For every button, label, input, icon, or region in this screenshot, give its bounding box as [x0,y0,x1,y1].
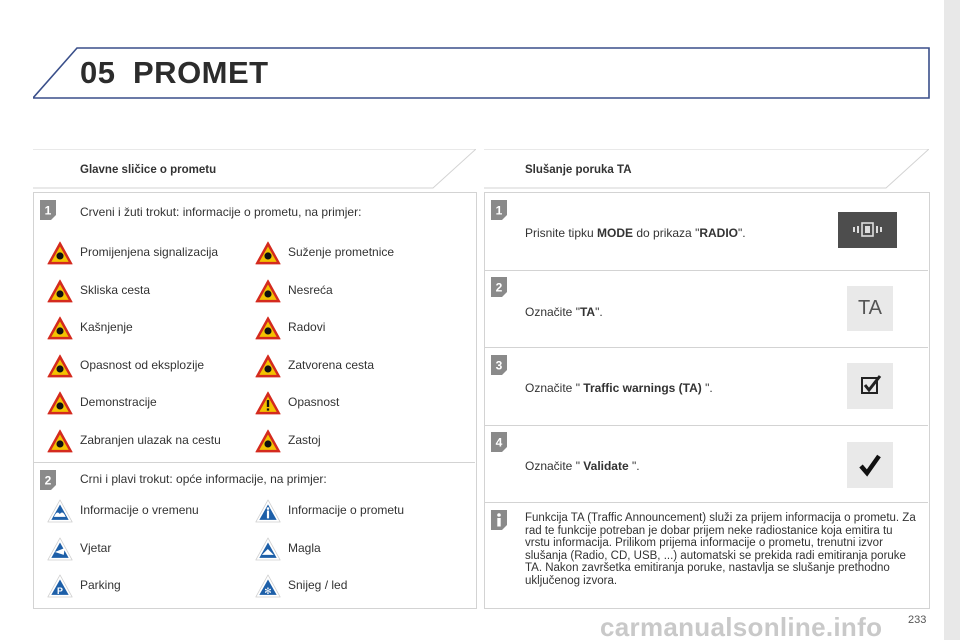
ta-step-text: Označite "TA". [525,305,603,319]
slippery-road-icon [47,279,73,303]
demonstration-icon [47,391,73,415]
sign-label: Kašnjenje [80,320,133,335]
ta-icon: TA [847,286,893,331]
svg-text:1: 1 [44,203,52,218]
wind-icon [47,537,73,561]
roadworks-icon [255,316,281,340]
checkmark-icon [847,442,893,488]
traffic-info-icon [255,499,281,523]
ta-step-3-icon [491,355,507,375]
section2-intro: Crni i plavi trokut: opće informacije, na primjer: [80,472,327,486]
sign-label: Parking [80,578,121,593]
left-section-title: Glavne sličice o prometu [80,164,217,176]
scrollbar[interactable] [944,0,960,640]
sign-label: Opasnost od eksplozije [80,357,205,372]
svg-text:✻: ✻ [264,587,272,598]
ta-step-1-icon [491,200,507,220]
svg-text:1: 1 [495,203,503,218]
sign-label: Zastoj [288,433,321,447]
ta-step-2-icon [491,277,507,297]
road-narrows-icon [255,241,281,265]
snow-ice-icon [255,574,281,598]
fog-icon [255,537,281,561]
no-entry-icon [47,429,73,453]
chapter-number: 05 [80,55,116,90]
sign-label: Zabranjen ulazak na cestu [80,433,221,447]
ta-step-text: Prisnite tipku MODE do prikaza "RADIO". [525,226,746,240]
info-icon [491,510,507,530]
svg-text:2: 2 [44,473,52,488]
right-divider [484,270,928,271]
svg-text:2: 2 [495,280,503,295]
right-section-title: Slušanje poruka TA [525,164,632,176]
sign-label: Promijenjena signalizacija [80,245,219,259]
right-divider [484,502,928,503]
ta-step-text: Označite " Validate ". [525,459,640,473]
svg-text:P: P [57,586,63,597]
changed-signal-icon [47,241,73,265]
section1-intro: Crveni i žuti trokut: informacije o prometu, na primjer: [80,205,362,219]
parking-icon [47,574,73,598]
svg-text:3: 3 [495,358,503,373]
svg-text:4: 4 [495,435,503,450]
sign-label: Informacije o prometu [288,503,405,517]
left-divider [33,462,475,463]
mode-button-icon [838,212,897,248]
traffic-jam-icon [255,429,281,453]
road-closed-icon [255,354,281,378]
step-2-icon [40,470,56,490]
checkbox-checked-icon [847,363,893,409]
ta-step-text: Označite " Traffic warnings (TA) ". [525,381,713,395]
sign-label: Informacije o vremenu [80,503,199,517]
chapter-title: PROMET [133,55,269,90]
sign-label: Skliska cesta [80,282,151,297]
sign-label: Snijeg / led [288,578,348,593]
weather-icon [47,499,73,523]
sign-label: Demonstracije [80,395,157,410]
step-1-icon [40,200,56,220]
delay-icon [47,316,73,340]
danger-icon [255,391,281,415]
sign-label: Nesreća [288,282,333,297]
sign-label: Zatvorena cesta [288,357,375,372]
sign-label: Radovi [288,320,326,335]
sign-label: Vjetar [80,540,112,555]
right-divider [484,425,928,426]
sign-label: Suženje prometnice [288,245,395,259]
sign-label: Magla [288,540,321,555]
explosion-icon [47,354,73,378]
page-number: 233 [908,614,927,626]
right-divider [484,347,928,348]
watermark: carmanualsonline.info [600,612,883,642]
ta-info-text: Funkcija TA (Traffic Announcement) služi za prijem informacija o prometu. Za rad te funkcije potreban je dobar prijem neke radiostanice koja emitira tu vrstu informacija. Prilikom prijema informacije o prometu, trenutni izvor slušanja (Radio, CD, USB, ...) automatski se prekida radi emitiranja poruke TA. Nakon završetka emitiranja poruke, nastavlja se slušanje prethodno uključenog izvora. [525,512,916,587]
accident-icon [255,279,281,303]
ta-step-4-icon [491,432,507,452]
sign-label: Opasnost [288,395,340,410]
